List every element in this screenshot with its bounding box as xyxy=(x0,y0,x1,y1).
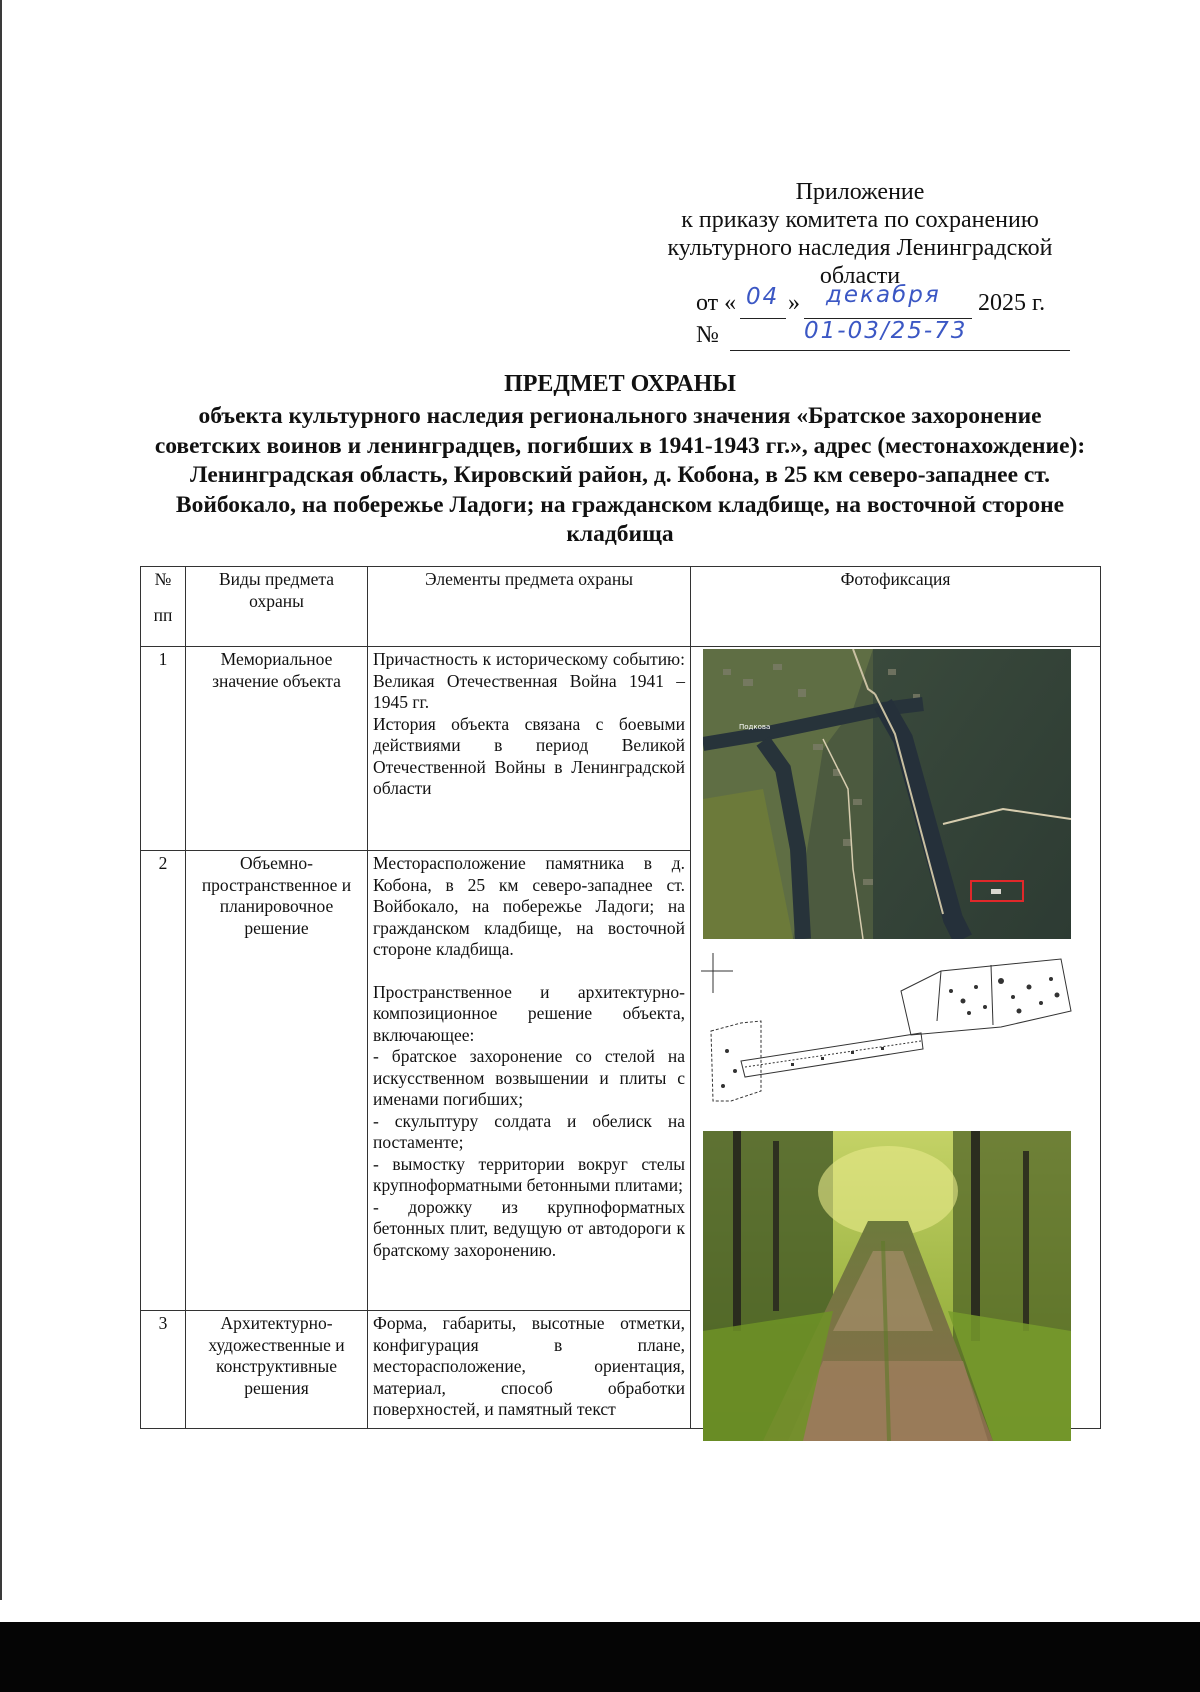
order-date-line xyxy=(696,282,1072,320)
row-3-kind: Архитектурно-художественные и конструктивные решения xyxy=(186,1311,368,1429)
header-num xyxy=(141,567,186,647)
table-header-row xyxy=(141,567,1101,647)
row-3-elements xyxy=(368,1311,691,1429)
row-2-elements xyxy=(368,851,691,1311)
site-plan-drawing xyxy=(701,951,1073,1121)
row-2-element-6: - дорожку из крупноформатных бетонных плит, ведущую от автодороги к братскому захоронению. xyxy=(373,1196,685,1260)
appendix-block xyxy=(640,178,1080,290)
row-1-element-1: Причастность к историческому событию: Великая Отечественная Война 1941 – 1945 гг. xyxy=(373,649,685,712)
order-number-line xyxy=(696,318,1072,352)
appendix-line-1: Приложение xyxy=(795,179,925,205)
number-prefix: № xyxy=(696,322,719,348)
page-title: ПРЕДМЕТ ОХРАНЫ xyxy=(504,371,736,397)
date-prefix: от « xyxy=(696,290,737,316)
photo-column xyxy=(691,647,1101,1429)
appendix-line-3: культурного наследия Ленинградской xyxy=(667,235,1053,261)
satellite-map-image xyxy=(703,649,1071,939)
row-2-element-3: - братское захоронение со стелой на искусственном возвышении и плиты с именами погибших; xyxy=(373,1046,685,1109)
row-1-elements xyxy=(368,647,691,851)
row-2-element-2: Пространственное и архитектурно-композиционное решение объекта, включающее: xyxy=(373,981,685,1045)
object-description: объекта культурного наследия регионального значения «Братское захоронение советских воинов и ленинградцев, погибших в 1941-1943 гг.», адрес (местонахождение): Ленинградская область, Кировский район, д. Кобона, в 25 км северо-западнее ст. Войбокало, на побережье Ладоги; на гражданском кладбище, на восточной стороне кладбища xyxy=(154,403,1086,547)
date-month-handwritten: декабря xyxy=(826,282,941,308)
header-num-top: № xyxy=(154,569,172,589)
header-elements: Элементы предмета охраны xyxy=(368,567,691,647)
protection-subject-table xyxy=(140,566,1101,1429)
row-1-num: 1 xyxy=(141,647,186,851)
row-1-kind: Мемориальное значение объекта xyxy=(186,647,368,851)
header-photo: Фотофиксация xyxy=(691,567,1101,647)
scan-bottom-band xyxy=(0,1622,1200,1692)
map-place-label: Подкова xyxy=(739,723,771,731)
row-2-num: 2 xyxy=(141,851,186,1311)
date-day-handwritten: 04 xyxy=(746,284,780,310)
date-mid: » xyxy=(788,290,800,316)
appendix-line-4: области xyxy=(819,263,901,289)
number-handwritten: 01-03/25-73 xyxy=(804,318,968,344)
row-2-element-5: - вымостку территории вокруг стелы крупноформатными бетонными плитами; xyxy=(373,1153,685,1195)
memorial-path-photo xyxy=(703,1131,1071,1441)
header-num-bottom: пп xyxy=(153,604,173,625)
row-2-kind: Объемно-пространственное и планировочное решение xyxy=(186,851,368,1311)
row-2-element-4: - скульптуру солдата и обелиск на постаменте; xyxy=(373,1110,685,1152)
row-2-element-1: Месторасположение памятника в д. Кобона, в 25 км северо-западнее ст. Войбокало, на побережье Ладоги; на гражданском кладбище, на восточной стороне кладбища. xyxy=(373,853,685,959)
row-1-element-2: История объекта связана с боевыми действиями в период Великой Отечественной Войны в Ленинградской области xyxy=(373,713,685,798)
appendix-line-2: к приказу комитета по сохранению xyxy=(681,207,1039,233)
header-kind: Виды предмета охраны xyxy=(186,567,368,647)
table-row xyxy=(141,647,1101,851)
scan-left-edge xyxy=(0,0,2,1600)
date-year: 2025 г. xyxy=(978,290,1046,316)
row-3-num: 3 xyxy=(141,1311,186,1429)
row-3-element-1: Форма, габариты, высотные отметки, конфигурация в плане, месторасположение, ориентация, материал, способ обработки поверхностей, и памятный текст xyxy=(373,1313,685,1419)
